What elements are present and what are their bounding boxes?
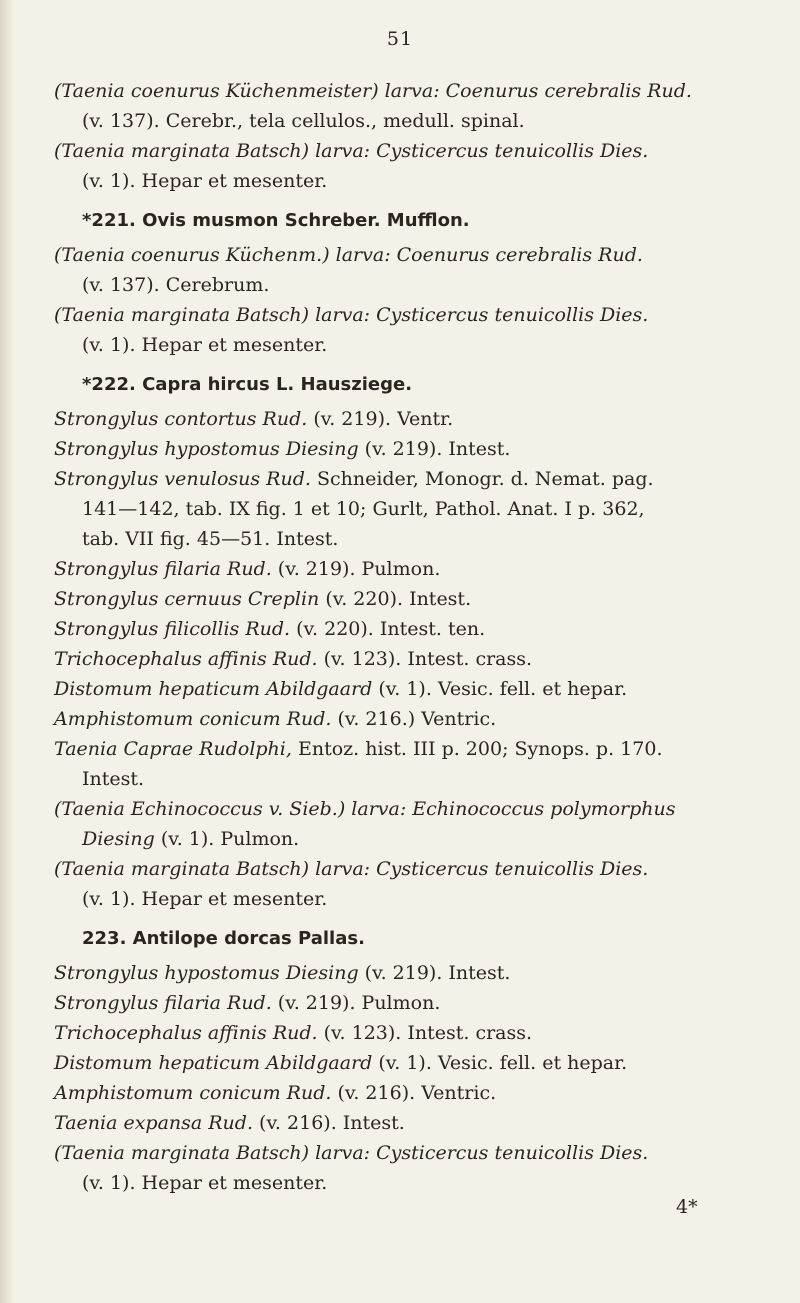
entry-line — [54, 76, 774, 106]
entry-continuation — [54, 166, 774, 196]
entry-line — [54, 464, 774, 494]
reference-text: (v. 216). Ventric. — [331, 1082, 497, 1104]
species-name: Strongylus filicollis Rud. — [54, 618, 291, 640]
species-name: Diesing — [82, 828, 155, 850]
section-heading — [54, 206, 774, 236]
species-name: Amphistomum conicum Rud. — [54, 1082, 332, 1104]
reference-text: (v. 219). Intest. — [358, 962, 511, 984]
reference-text: (v. 1). Hepar et mesenter. — [82, 334, 328, 356]
entry-line — [54, 300, 774, 330]
reference-text: (v. 216.) Ventric. — [331, 708, 497, 730]
entry-line — [54, 554, 774, 584]
reference-text: (v. 219). Ventr. — [307, 408, 454, 430]
entry-line — [54, 404, 774, 434]
reference-text: (v. 123). Intest. crass. — [317, 1022, 533, 1044]
entry-continuation — [54, 330, 774, 360]
reference-text: tab. VII fig. 45—51. Intest. — [82, 528, 339, 550]
entry-line — [54, 1048, 774, 1078]
species-name: Taenia Caprae Rudolphi, — [54, 738, 292, 760]
species-name: Distomum hepaticum Abildgaard — [54, 1052, 373, 1074]
species-name: (Taenia coenurus Küchenm.) larva: Coenurus cerebralis Rud. — [54, 244, 643, 266]
species-name: Taenia expansa Rud. — [54, 1112, 253, 1134]
species-name: (Taenia coenurus Küchenmeister) larva: Coenurus cerebralis Rud. — [54, 80, 692, 102]
reference-text: (v. 219). Pulmon. — [271, 558, 441, 580]
species-name: Strongylus filaria Rud. — [54, 992, 272, 1014]
reference-text: (v. 220). Intest. ten. — [290, 618, 486, 640]
reference-text: (v. 219). Intest. — [358, 438, 511, 460]
reference-text: (v. 1). Hepar et mesenter. — [82, 1172, 328, 1194]
entry-continuation — [54, 1168, 774, 1198]
entry-continuation — [54, 106, 774, 136]
species-name: (Taenia marginata Batsch) larva: Cysticercus tenuicollis Dies. — [54, 858, 649, 880]
species-name: Strongylus hypostomus Diesing — [54, 438, 359, 460]
entry-continuation — [54, 884, 774, 914]
reference-text: (v. 1). Vesic. fell. et hepar. — [372, 1052, 628, 1074]
species-name: (Taenia marginata Batsch) larva: Cysticercus tenuicollis Dies. — [54, 304, 649, 326]
entry-continuation — [54, 524, 774, 554]
entry-line — [54, 1018, 774, 1048]
reference-text: (v. 219). Pulmon. — [271, 992, 441, 1014]
species-name: Strongylus venulosus Rud. — [54, 468, 311, 490]
entry-continuation — [54, 824, 774, 854]
entry-line — [54, 988, 774, 1018]
entry-line — [54, 704, 774, 734]
reference-text: 141—142, tab. IX fig. 1 et 10; Gurlt, Pathol. Anat. I p. 362, — [82, 498, 645, 520]
entry-line — [54, 584, 774, 614]
species-name: Trichocephalus affinis Rud. — [54, 1022, 318, 1044]
reference-text: (v. 123). Intest. crass. — [317, 648, 533, 670]
species-name: Strongylus contortus Rud. — [54, 408, 308, 430]
entry-line — [54, 240, 774, 270]
entry-continuation — [54, 494, 774, 524]
page-number: 51 — [386, 28, 414, 50]
entry-line — [54, 734, 774, 764]
entry-continuation — [54, 764, 774, 794]
species-name: (Taenia marginata Batsch) larva: Cysticercus tenuicollis Dies. — [54, 1142, 649, 1164]
entry-line — [54, 136, 774, 166]
species-name: Amphistomum conicum Rud. — [54, 708, 332, 730]
reference-text: (v. 220). Intest. — [319, 588, 472, 610]
species-name: Distomum hepaticum Abildgaard — [54, 678, 373, 700]
entry-line — [54, 854, 774, 884]
reference-text: (v. 1). Hepar et mesenter. — [82, 170, 328, 192]
entry-line — [54, 614, 774, 644]
reference-text: (v. 1). Hepar et mesenter. — [82, 888, 328, 910]
reference-text: Intest. — [82, 768, 145, 790]
species-name: Strongylus cernuus Creplin — [54, 588, 320, 610]
entry-line — [54, 958, 774, 988]
reference-text: (v. 1). Vesic. fell. et hepar. — [372, 678, 628, 700]
reference-text: Entoz. hist. III p. 200; Synops. p. 170. — [291, 738, 663, 760]
reference-text: Schneider, Monogr. d. Nemat. pag. — [310, 468, 654, 490]
entry-line — [54, 434, 774, 464]
species-name: Strongylus filaria Rud. — [54, 558, 272, 580]
species-name: (Taenia Echinococcus v. Sieb.) larva: Echinococcus polymorphus — [54, 798, 676, 820]
reference-text: (v. 1). Pulmon. — [154, 828, 300, 850]
entry-line — [54, 674, 774, 704]
entry-line — [54, 1108, 774, 1138]
reference-text: 223. Antilope dorcas Pallas. — [82, 928, 365, 949]
reference-text: *222. Capra hircus L. Hausziege. — [82, 374, 413, 395]
species-name: Strongylus hypostomus Diesing — [54, 962, 359, 984]
species-name: (Taenia marginata Batsch) larva: Cysticercus tenuicollis Dies. — [54, 140, 649, 162]
section-heading — [54, 370, 774, 400]
reference-text: (v. 216). Intest. — [253, 1112, 405, 1134]
reference-text: (v. 137). Cerebr., tela cellulos., medull. spinal. — [82, 110, 525, 132]
species-name: Trichocephalus affinis Rud. — [54, 648, 318, 670]
entry-line — [54, 1138, 774, 1168]
entry-line — [54, 794, 774, 824]
page-edge-shadow — [0, 0, 14, 1303]
reference-text: *221. Ovis musmon Schreber. Mufflon. — [82, 210, 470, 231]
section-heading — [54, 924, 774, 954]
page-body — [54, 76, 774, 1198]
entry-continuation — [54, 270, 774, 300]
reference-text: (v. 137). Cerebrum. — [82, 274, 270, 296]
entry-line — [54, 1078, 774, 1108]
entry-line — [54, 644, 774, 674]
signature-mark: 4* — [676, 1196, 698, 1218]
